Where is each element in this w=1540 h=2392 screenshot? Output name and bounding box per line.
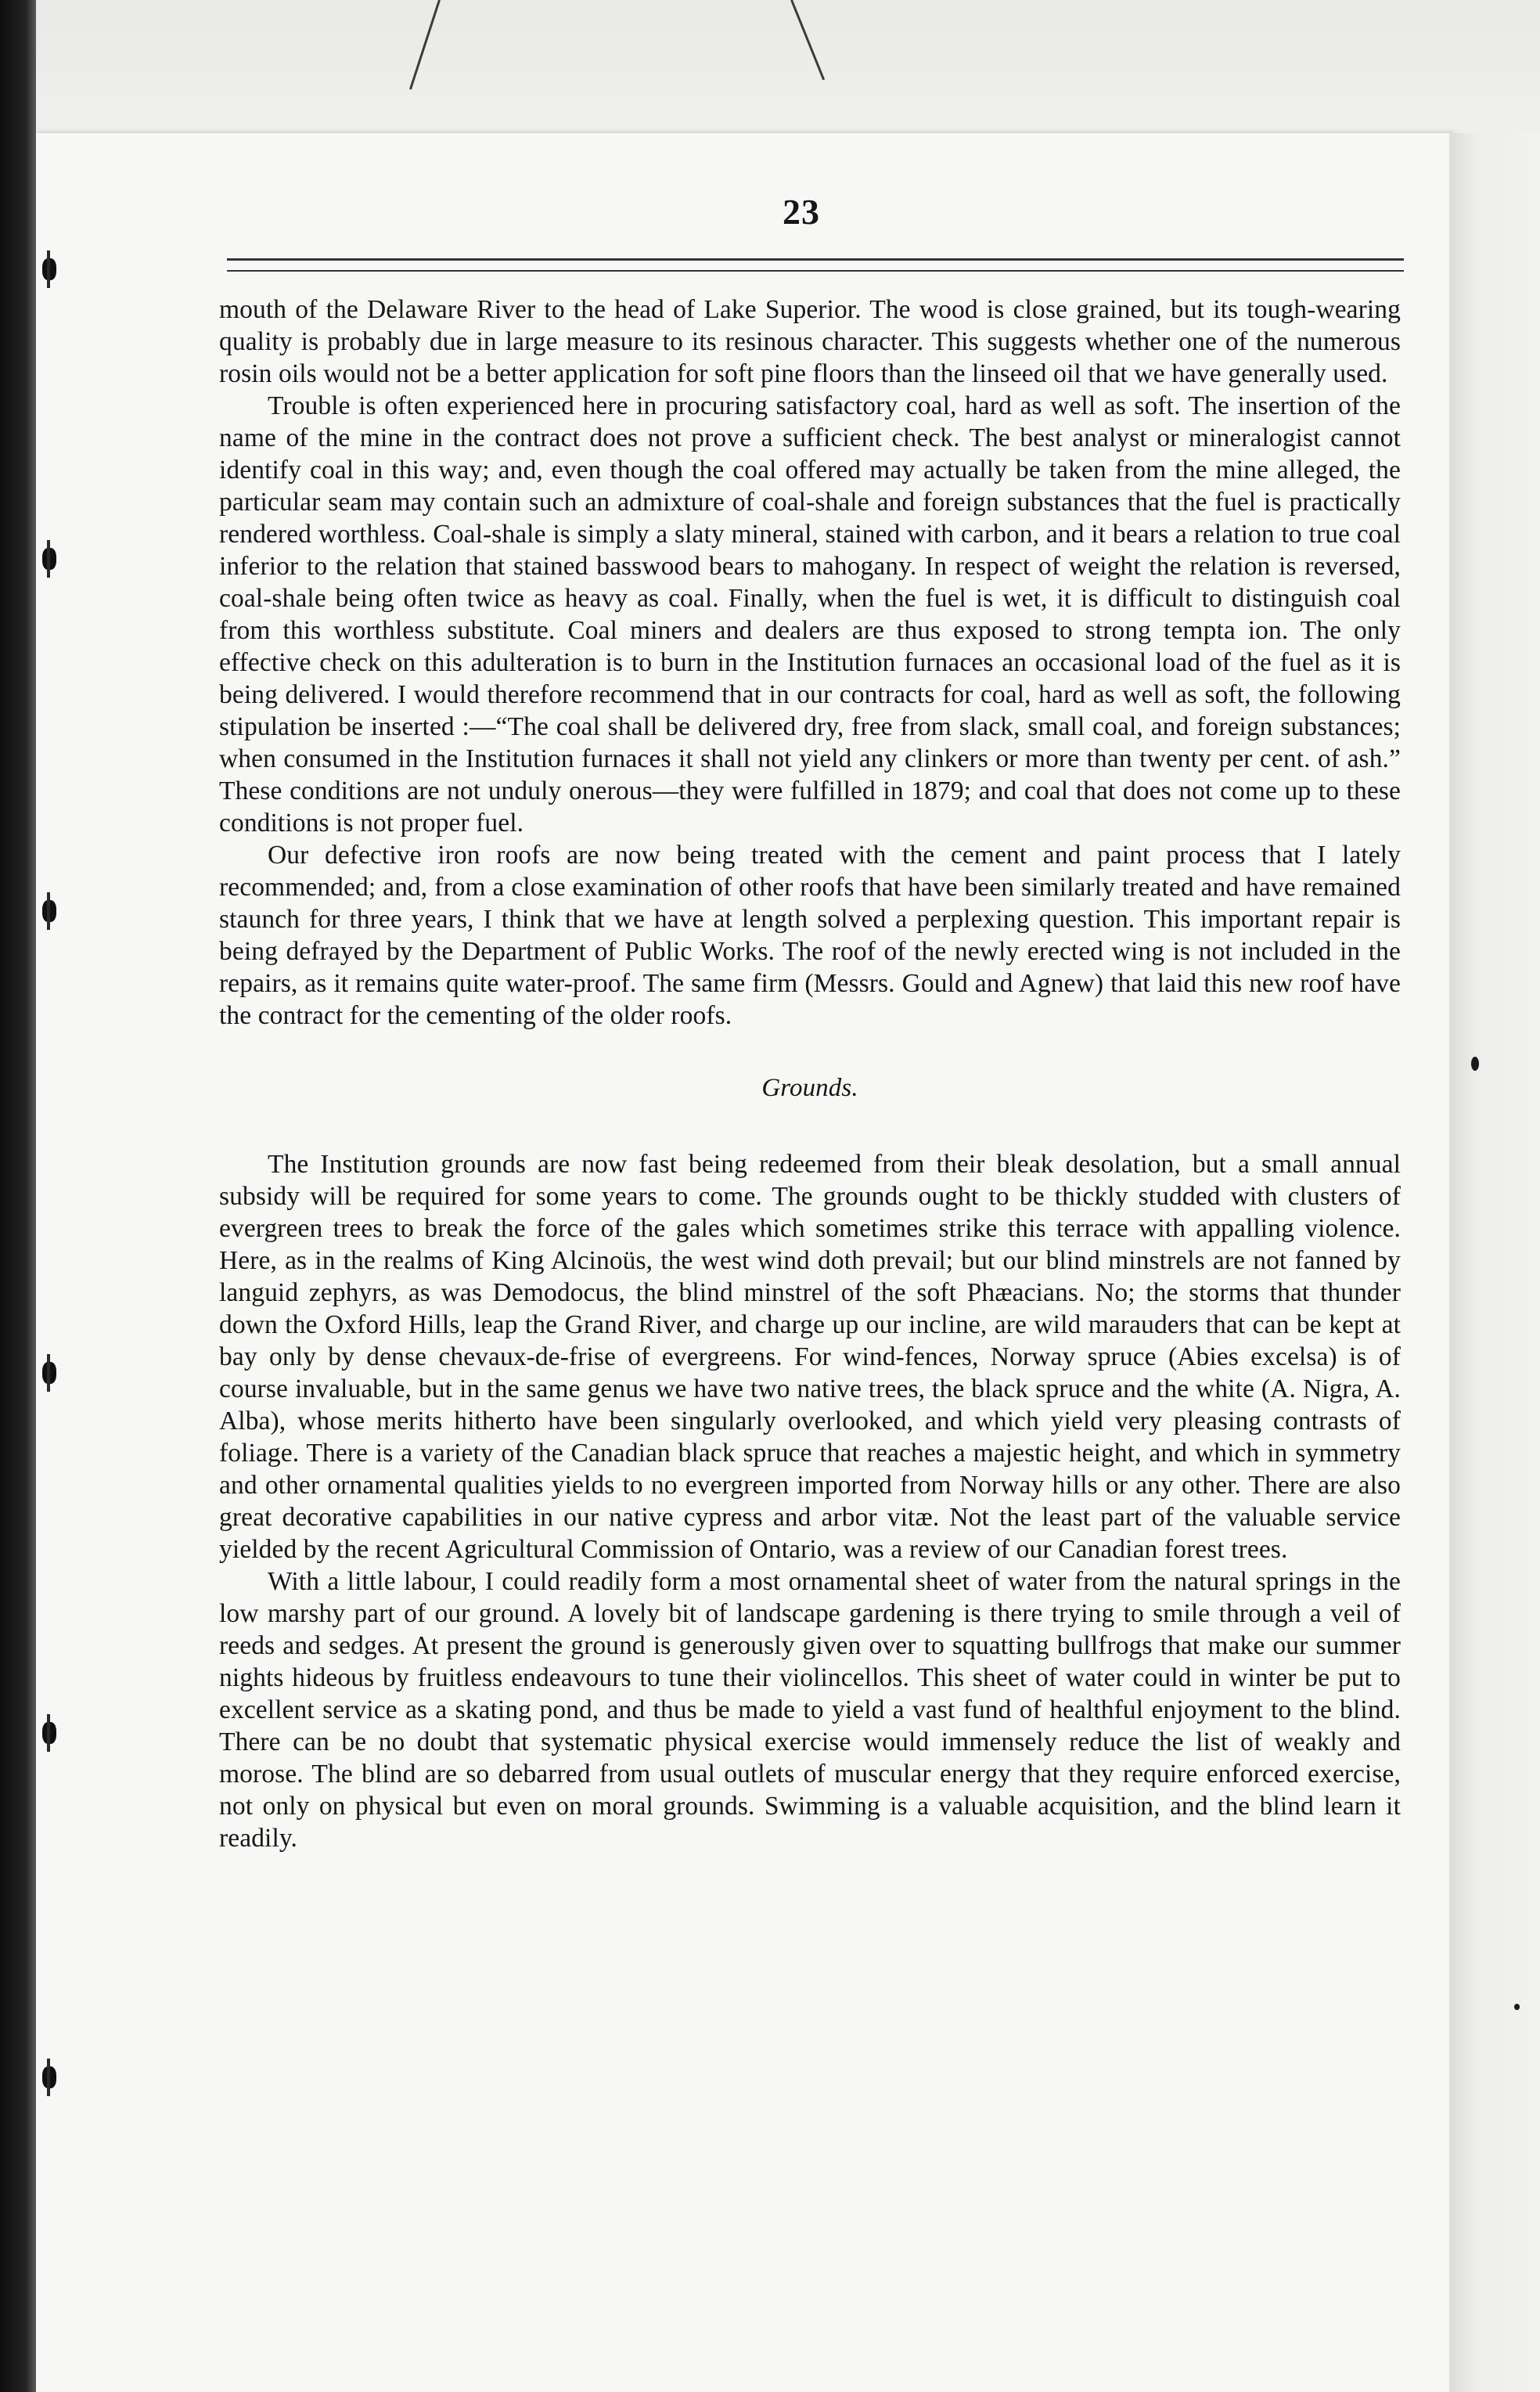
binding-stitch	[42, 2066, 56, 2088]
paragraph-5: With a little labour, I could readily form a most ornamental sheet of water from the natural springs in the low marshy part of our ground. A lovely bit of landscape gardening is there trying to smile through a veil of reeds and sedges. At present the ground is generously given over to squatting bullfrogs that make our summer nights hideous by fruitless endeavours to tune their violincellos. This sheet of water could in winter be put to excellent service as a skating pond, and thus be made to yield a vast fund of healthful enjoyment to the blind. There can be no doubt that systematic physical exercise would immensely reduce the list of weakly and morose. The blind are so debarred from usual outlets of muscular energy that they require enforced exercise, not only on physical but even on moral grounds. Swimming is a valuable acquisition, and the blind learn it readily.	[219, 1567, 1401, 1853]
binding-stitch	[42, 900, 56, 922]
paragraph-4: The Institution grounds are now fast being redeemed from their bleak desolation, but a small annual subsidy will be required for some years to come. The grounds ought to be thickly studded with clusters of evergreen trees to break the force of the gales which sometimes strike this terrace with appalling violence. Here, as in the realms of King Alcinoüs, the west wind doth prevail; but our blind minstrels are not fanned by languid zephyrs, as was Demodocus, the blind minstrel of the soft Phæacians. No; the storms that thunder down the Oxford Hills, leap the Grand River, and charge up our incline, are wild marauders that can be kept at bay only by dense chevaux-de-frise of evergreens. For wind-fences, Norway spruce (Abies excelsa) is of course invaluable, but in the same genus we have two native trees, the black spruce and the white (A. Nigra, A. Alba), whose merits hitherto have been singularly overlooked, and which yield very pleasing contrasts of foliage. There is a variety of the Canadian black spruce that reaches a majestic height, and which in symmetry and other ornamental qualities yields to no evergreen imported from Norway hills or any other. There are also great decorative capabilities in our native cypress and arbor vitæ. Not the least part of the valuable service yielded by the recent Agricultural Commission of Ontario, was a review of our Canadian forest trees.	[219, 1150, 1401, 1564]
section-heading: Grounds.	[761, 1074, 858, 1102]
paragraph-3: Our defective iron roofs are now being treated with the cement and paint process that I lately recommended; and, from a close examination of other roofs that have been similarly treated and have remained staunch for three years, I think that we have at length solved a perplexing question. This important repair is being defrayed by the Department of Public Works. The roof of the newly erected wing is not included in the repairs, as it remains quite water-proof. The same firm (Messrs. Gould and Agnew) that laid this new roof have the contract for the cementing of the older roofs.	[219, 841, 1401, 1030]
scanner-backdrop-left	[0, 0, 36, 2392]
binding-stitch	[42, 258, 56, 280]
scanner-backdrop-top	[0, 0, 1540, 133]
scan-speck	[1514, 2004, 1520, 2010]
header-rule	[227, 258, 1404, 272]
paragraph-1: mouth of the Delaware River to the head of Lake Superior. The wood is close grained, but its tough-wearing quality is probably due in large measure to its resinous character. This suggests whether one of the numerous rosin oils would not be a better application for soft pine floors than the linseed oil that we have generally used.	[219, 295, 1401, 388]
page-number: 23	[783, 192, 820, 232]
binding-stitch	[42, 1722, 56, 1744]
binding-stitch	[42, 1362, 56, 1384]
paragraph-2: Trouble is often experienced here in procuring satisfactory coal, hard as well as soft. The insertion of the name of the mine in the contract does not prove a sufficient check. The best analyst or mineralogist cannot identify coal in this way; and, even though the coal offered may actually be taken from the mine alleged, the particular seam may contain such an admixture of coal-shale and foreign substances that the fuel is practically rendered worthless. Coal-shale is simply a slaty mineral, stained with carbon, and it bears a relation to true coal inferior to the relation that stained basswood bears to mahogany. In respect of weight the relation is reversed, coal-shale being often twice as heavy as coal. Finally, when the fuel is wet, it is difficult to distinguish coal from this worthless substitute. Coal miners and dealers are thus exposed to strong tempta ion. The only effective check on this adulteration is to burn in the Institution furnaces an occasional load of the fuel as it is being delivered. I would therefore recommend that in our contracts for coal, hard as well as soft, the following stipulation be inserted :—“The coal shall be delivered dry, free from slack, small coal, and foreign substances; when consumed in the Institution furnaces it shall not yield any clinkers or more than twenty per cent. of ash.” These conditions are not unduly onerous—they were fulfilled in 1879; and coal that does not come up to these conditions is not proper fuel.	[219, 391, 1401, 838]
binding-stitch	[42, 548, 56, 570]
scan-speck	[1471, 1057, 1479, 1071]
page-right-edge	[1449, 133, 1540, 2392]
body-text	[219, 294, 1401, 1854]
